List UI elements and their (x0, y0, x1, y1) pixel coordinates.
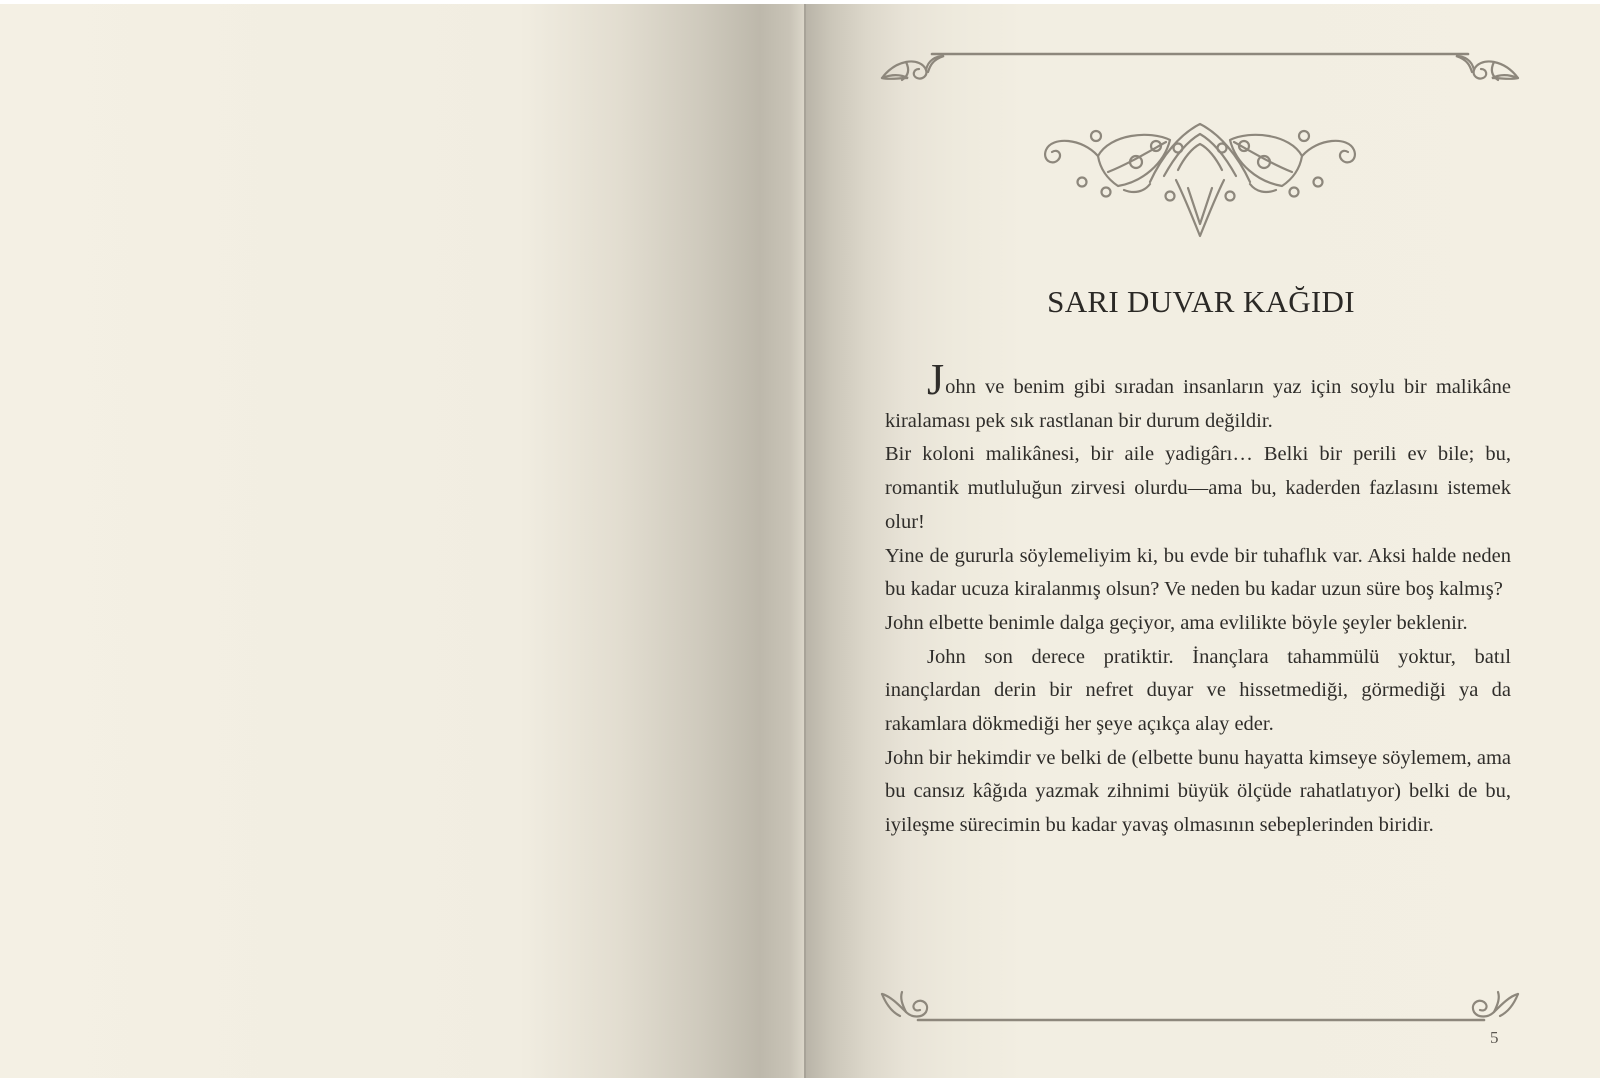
top-border-ornament (878, 44, 1522, 90)
paragraph-2: Bir koloni malikânesi, bir aile yadigârı… Belki bir perili ev bile; bu, romantik mutluluğun zirvesi olurdu—ama bu, kaderden fazlasını istemek olur! (885, 443, 1511, 533)
page-number: 5 (1490, 1028, 1499, 1047)
drop-cap: J (927, 355, 945, 404)
paragraph-6: John bir hekimdir ve belki de (elbette bunu hayatta kimseye söylemem, ama bu cansız kâğıda yazmak zihnimi büyük ölçüde rahatlatıyor) belki de bu, iyileşme sürecimin bu kadar yavaş olmasının sebeplerinden biridir. (885, 746, 1511, 837)
paragraph-4: John elbette benimle dalga geçiyor, ama evlilikte böyle şeyler beklenir. (885, 611, 1468, 634)
bottom-border-ornament (878, 986, 1522, 1026)
chapter-body (885, 355, 1511, 843)
paragraph-1-text: ohn ve benim gibi sıradan insanların yaz için soylu bir malikâne kiralaması pek sık rastlanan bir durum değildir. (885, 376, 1511, 432)
paragraph-3: Yine de gururla söylemeliyim ki, bu evde bir tuhaflık var. Aksi halde neden bu kadar ucuza kiralanmış olsun? Ve neden bu kadar uzun süre boş kalmış? (885, 544, 1511, 601)
paragraph-5: John son derece pratiktir. İnançlara tahammülü yoktur, batıl inançlardan derin bir nefret duyar ve hissetmediği, görmediği ya da rakamlara dökmediği her şeye açıkça alay eder. (885, 645, 1511, 736)
paragraph-1 (885, 355, 1511, 438)
floral-motif-ornament (1038, 120, 1362, 244)
left-page-blank (0, 4, 805, 1078)
chapter-title: SARI DUVAR KAĞIDI (1047, 284, 1355, 319)
